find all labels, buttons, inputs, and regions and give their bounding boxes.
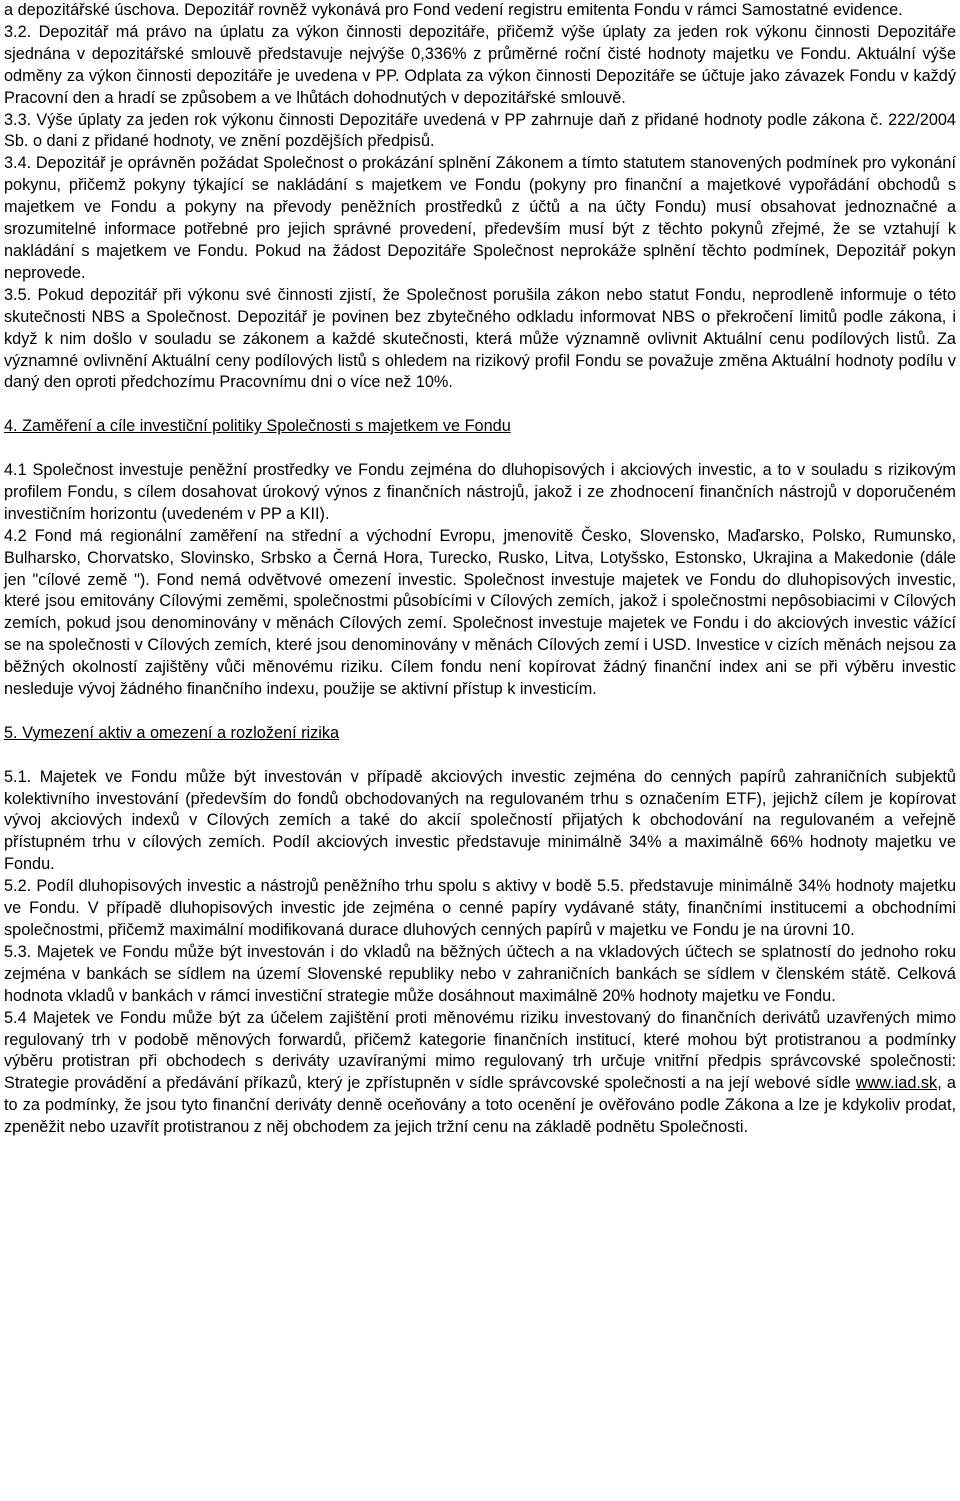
- paragraph-5-4: [4, 1008, 956, 1139]
- website-link[interactable]: www.iad.sk: [855, 1074, 938, 1093]
- paragraph-5-4-before-link: 5.4 Majetek ve Fondu může být za účelem zajištění proti měnovému riziku investovaný do finančních derivátů uzavřených mimo regulovaný trh v podobě měnových forwardů, přičemž kategorie finančních institucí, které mohou být protistranou a podmínky výběru protistran při obchodech s deriváty uzavíranými mimo regulovaný trh určuje vnitřní předpis správcovské společnosti: Strategie provádění a předávání příkazů, který je zpřístupněn v sídle správcovské společnosti a na její webové sídle: [4, 1008, 956, 1093]
- section-heading-5: 5. Vymezení aktiv a omezení a rozložení rizika: [4, 723, 340, 742]
- paragraph-5-1: 5.1. Majetek ve Fondu může být investován v případě akciových investic zejména do cenných papírů zahraničních subjektů kolektivního investování (především do fondů obchodovaných na regulovaném trhu s označením ETF), jejichž cílem je kopírovat vývoj akciových indexů v Cílových zemích a také do akcií společností přijatých k obchodování na regulovaném a veřejně přístupném trhu v cílových zemích. Podíl akciových investic představuje minimálně 34% a maximálně 66% hodnoty majetku ve Fondu.: [4, 767, 956, 874]
- paragraph-3-3: 3.3. Výše úplaty za jeden rok výkonu činnosti Depozitáře uvedená v PP zahrnuje daň z přidané hodnoty podle zákona č. 222/2004 Sb. o dani z přidané hodnoty, ve znění pozdějších předpisů.: [4, 110, 956, 151]
- paragraph-5-2: 5.2. Podíl dluhopisových investic a nástrojů peněžního trhu spolu s aktivy v bodě 5.5. představuje minimálně 34% hodnoty majetku ve Fondu. V případě dluhopisových investic jde zejména o cenné papíry vydávané státy, finančními institucemi a obchodními společnostmi, přičemž maximální modifikovaná durace dluhových cenných papírů v majetku ve Fondu je na úrovni 10.: [4, 877, 956, 939]
- paragraph-3-4: 3.4. Depozitář je oprávněn požádat Společnost o prokázání splnění Zákonem a tímto statutem stanovených podmínek pro vykonání pokynu, přičemž pokyny týkající se nakládání s majetkem ve Fondu (pokyny pro finanční a majetkové vypořádání obchodů s majetkem ve Fondu a pokyny na převody peněžních prostředků z účtů a na účty Fondu) musí obsahovat jednoznačné a srozumitelné informace potřebné pro jejich správné provedení, především musí být z těchto pokynů zřejmé, že se vztahují k nakládání s majetkem ve Fondu. Pokud na žádost Depozitáře Společnost neprokáže splnění těchto podmínek, Depozitář pokyn neprovede.: [4, 154, 956, 282]
- paragraph-3-2: 3.2. Depozitář má právo na úplatu za výkon činnosti depozitáře, přičemž výše úplaty za jeden rok výkonu činnosti Depozitáře sjednána v depozitářské smlouvě představuje nejvýše 0,336% z průměrné roční čisté hodnoty majetku ve Fondu. Aktuální výše odměny za výkon činnosti depozitáře je uvedena v PP. Odplata za výkon činnosti Depozitáře se účtuje jako závazek Fondu v každý Pracovní den a hradí se způsobem a ve lhůtách dohodnutých v depozitářské smlouvě.: [4, 22, 956, 107]
- paragraph-3-1-tail: a depozitářské úschova. Depozitář rovněž vykonává pro Fond vedení registru emitenta Fondu v rámci Samostatné evidence.: [4, 1, 903, 19]
- section-heading-4: 4. Zaměření a cíle investiční politiky Společnosti s majetkem ve Fondu: [4, 417, 511, 436]
- paragraph-4-2: 4.2 Fond má regionální zaměření na střední a východní Evropu, jmenovitě Česko, Slovensko, Maďarsko, Polsko, Rumunsko, Bulharsko, Chorvatsko, Slovinsko, Srbsko a Černá Hora, Turecko, Rusko, Litva, Lotyšsko, Estonsko, Ukrajina a Makedonie (dále jen "cílové země "). Fond nemá odvětvové omezení investic. Společnost investuje majetek ve Fondu do dluhopisových investic, které jsou emitovány Cílovými zeměmi, společnostmi působícími v Cílových zemích, jakož i společnostmi nepôsobiacimi v Cílových zemích, pokud jsou denominovány v měnách Cílových zemí. Společnost investuje majetek ve Fondu i do akciových investic vážící se na společnosti v Cílových zemích, které jsou denominovány v měnách Cílových zemí i USD. Investice v cizích měnách nejsou za běžných okolností zajištěny vůči měnovému riziku. Cílem fondu není kopírovat žádný finanční index ani se při výběru investic nesleduje vývoj žádného finančního indexu, použije se aktivní přístup k investicím.: [4, 526, 956, 699]
- paragraph-4-1: 4.1 Společnost investuje peněžní prostředky ve Fondu zejména do dluhopisových i akciových investic, a to v souladu s rizikovým profilem Fondu, s cílem dosahovat úrokový výnos z finančních nástrojů, jakož i ze zhodnocení finančních nástrojů v doporučeném investičním horizontu (uvedeném v PP a KII).: [4, 461, 956, 523]
- paragraph-5-4-after-link: , a to za podmínky, že jsou tyto finanční deriváty denně oceňovány a toto ocenění je ověřováno podle Zákona a lze je kdykoliv prodat, zpeněžit nebo uzavřít protistranou z něj obchodem za jejich tržní cenu na základě podnětu Společnosti.: [4, 1074, 956, 1137]
- paragraph-3-5: 3.5. Pokud depozitář při výkonu své činnosti zjistí, že Společnost porušila zákon nebo statut Fondu, neprodleně informuje o této skutečnosti NBS a Společnost. Depozitář je povinen bez zbytečného odkladu informovat NBS o překročení limitů podle zákona, i když k nim došlo v souladu se zákonem a každé skutečnosti, která může významně ovlivnit Aktuální cenu podílových listů. Za významné ovlivnění Aktuální ceny podílových listů s ohledem na rizikový profil Fondu se považuje změna Aktuální hodnoty podílu v daný den oproti předchozímu Pracovnímu dni o více než 10%.: [4, 285, 956, 392]
- paragraph-5-3: 5.3. Majetek ve Fondu může být investován i do vkladů na běžných účtech a na vkladových účtech se splatností do jednoho roku zejména v bankách se sídlem na území Slovenské republiky nebo v zahraničních bankách se sídlem v členském státě. Celková hodnota vkladů v bankách v rámci investiční strategie může dosáhnout maximálně 20% hodnoty majetku ve Fondu.: [4, 942, 956, 1005]
